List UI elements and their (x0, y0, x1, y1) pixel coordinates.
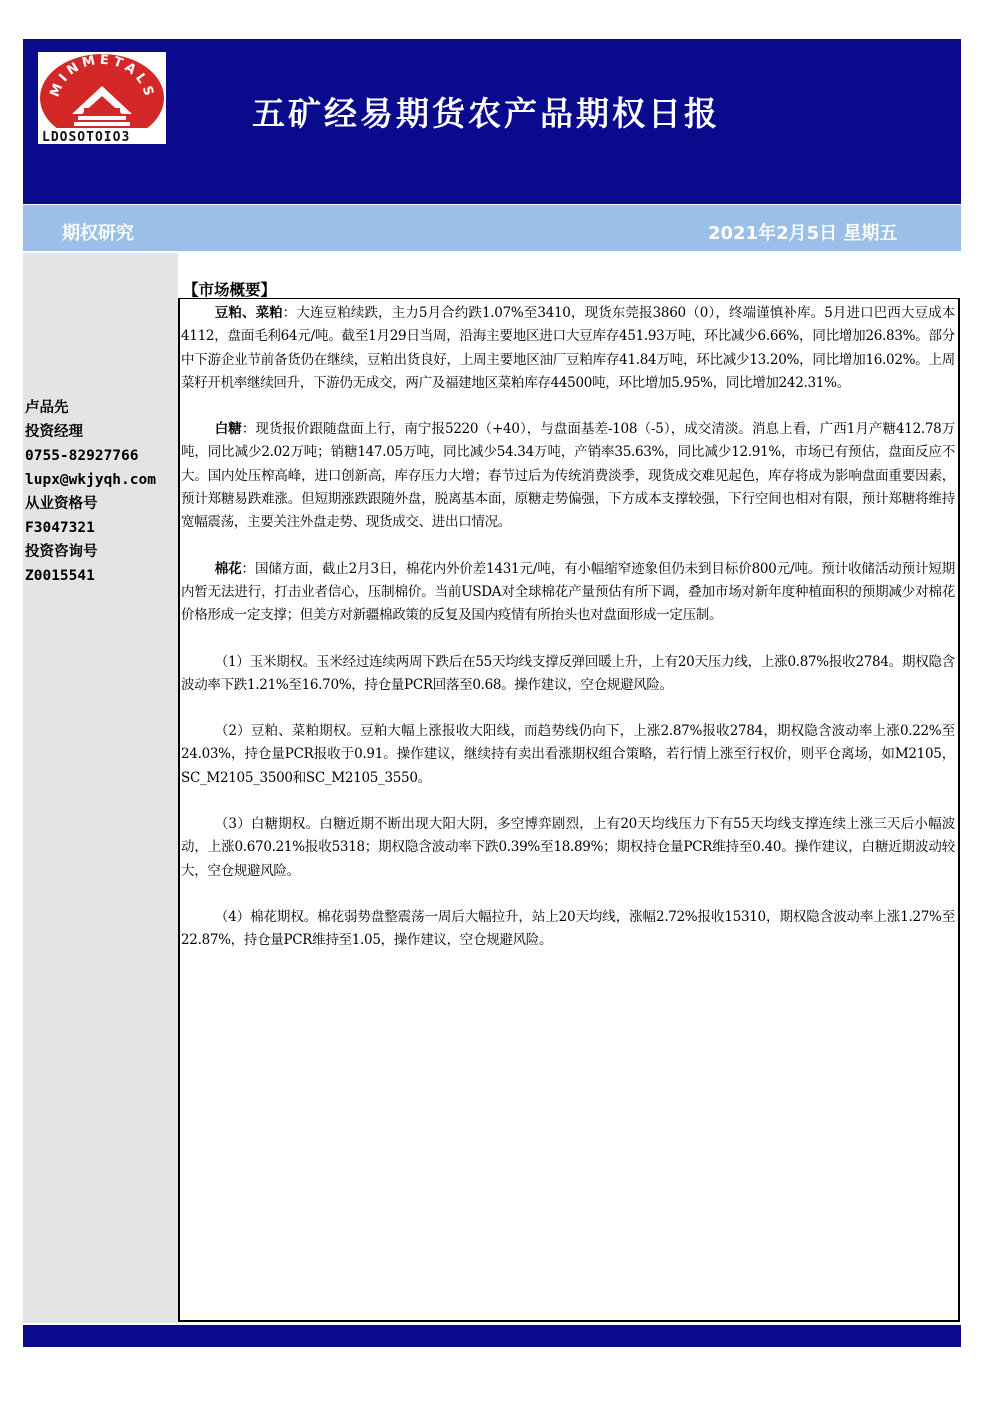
paragraph-cotton-options (181, 906, 955, 953)
paragraph-lead: 棉花 (214, 560, 242, 577)
paragraph-meal-options (181, 720, 955, 790)
footer-band (23, 1325, 961, 1347)
paragraph-text: （1）玉米期权。玉米经过连续两周下跌后在55天均线支撑反弹回暖上升，上有20天压力线，上涨0.87%报收2784。期权隐含波动率下跌1.21%至16.70%，持仓量PCR回落至0.68。操作建议，空仓规避风险。 (181, 653, 955, 693)
paragraph-corn-options (181, 651, 955, 698)
paragraph-text: ：大连豆粕续跌，主力5月合约跌1.07%至3410，现货东莞报3860（0），终端谨慎补库。5月进口巴西大豆成本4112，盘面毛利64元/吨。截至1月29日当周，沿海主要地区进口大豆库存451.93万吨，环比减少6.66%，同比增加26.83%。部分中下游企业节前备货仍在继续，豆粕出货良好，上周主要地区油厂豆粕库存41.84万吨，环比减少13.20%，同比增加16.02%。上周菜籽开机率继续回升，下游仍无成交，两广及福建地区菜粕库存44500吨，环比增加5.95%，同比增加242.31%。 (181, 305, 955, 391)
paragraph-text: （3）白糖期权。白糖近期不断出现大阳大阴，多空博弈剧烈，上有20天均线压力下有55天均线支撑连续上涨三天后小幅波动，上涨0.670.21%报收5318；期权隐含波动率下跌0.39%至18.89%；期权持仓量PCR维持至0.40。操作建议，白糖近期波动较大，空仓规避风险。 (181, 816, 955, 879)
author-email[interactable]: lupx@wkjyqh.com (25, 472, 156, 488)
paragraph-sugar-options (181, 813, 955, 883)
paragraph-meal (181, 302, 955, 395)
advisory-label: 投资咨询号 (25, 544, 98, 560)
paragraph-text: （2）豆粕、菜粕期权。豆粕大幅上涨报收大阳线，而趋势线仍向下，上涨2.87%报收2784，期权隐含波动率上涨0.22%至24.03%，持仓量PCR报收于0.91。操作建议，继续持有卖出看涨期权组合策略，若行情上涨至行权价，则平仓离场，如M2105，SC_M2105_3500和SC_M2105_3550。 (181, 723, 955, 786)
paragraph-text: （4）棉花期权。棉花弱势盘整震荡一周后大幅拉升，站上20天均线，涨幅2.72%报收15310，期权隐含波动率上涨1.27%至22.87%，持仓量PCR维持至1.05，操作建议，空仓规避风险。 (181, 908, 955, 949)
cert-number: F3047321 (25, 520, 95, 536)
paragraph-cotton (181, 558, 955, 628)
author-info (25, 396, 177, 588)
section-heading: 【市场概要】 (183, 281, 277, 299)
paragraph-text: ：国储方面，截止2月3日，棉花内外价差1431元/吨，有小幅缩窄迹象但仍未到目标价800元/吨。预计收储活动预计短期内暂无法进行，打击业者信心，压制棉价。当前USDA对全球棉花产量预估有所下调，叠加市场对新年度种植面积的预期减少对棉花价格形成一定支撑；但美方对新疆棉政策的反复及国内疫情有所抬头也对盘面形成一定压制。 (181, 560, 956, 624)
report-title: 五矿经易期货农产品期权日报 (252, 94, 720, 133)
paragraph-lead: 白糖 (214, 421, 242, 438)
paragraph-sugar (181, 418, 955, 534)
svg-text:LDOSOTOIO3: LDOSOTOIO3 (42, 130, 131, 144)
svg-text:MINMETALS: MINMETALS (47, 52, 157, 102)
paragraph-lead: 豆粕、菜粕 (214, 305, 283, 321)
author-phone: 0755-82927766 (25, 448, 139, 464)
paragraph-text: ：现货报价跟随盘面上行，南宁报5220（+40），与盘面基差-108（-5），成交清淡。消息上看，广西1月产糖412.78万吨，同比减少2.02万吨；销糖147.05万吨，同比减少54.34万吨，产销率35.63%，同比减少12.91%，市场已有预估，盘面反应不大。国内处压榨高峰，进口创新高，库存压力大增；春节过后为传统消费淡季，现货成交难见起色，库存将成为影响盘面重要因素，预计郑糖易跌难涨。但短期涨跌跟随外盘，脱离基本面，原糖走势偏强，下方成本支撑较强，下行空间也相对有限，预计郑糖将维持宽幅震荡，主要关注外盘走势、现货成交、进出口情况。 (181, 421, 955, 531)
market-summary (181, 302, 955, 976)
report-category: 期权研究 (62, 223, 134, 244)
author-role: 投资经理 (25, 424, 83, 440)
author-name: 卢品先 (25, 400, 69, 416)
cert-label: 从业资格号 (25, 496, 98, 512)
advisory-number: Z0015541 (25, 568, 95, 584)
company-logo (38, 52, 166, 144)
report-date: 2021年2月5日 星期五 (708, 223, 898, 244)
